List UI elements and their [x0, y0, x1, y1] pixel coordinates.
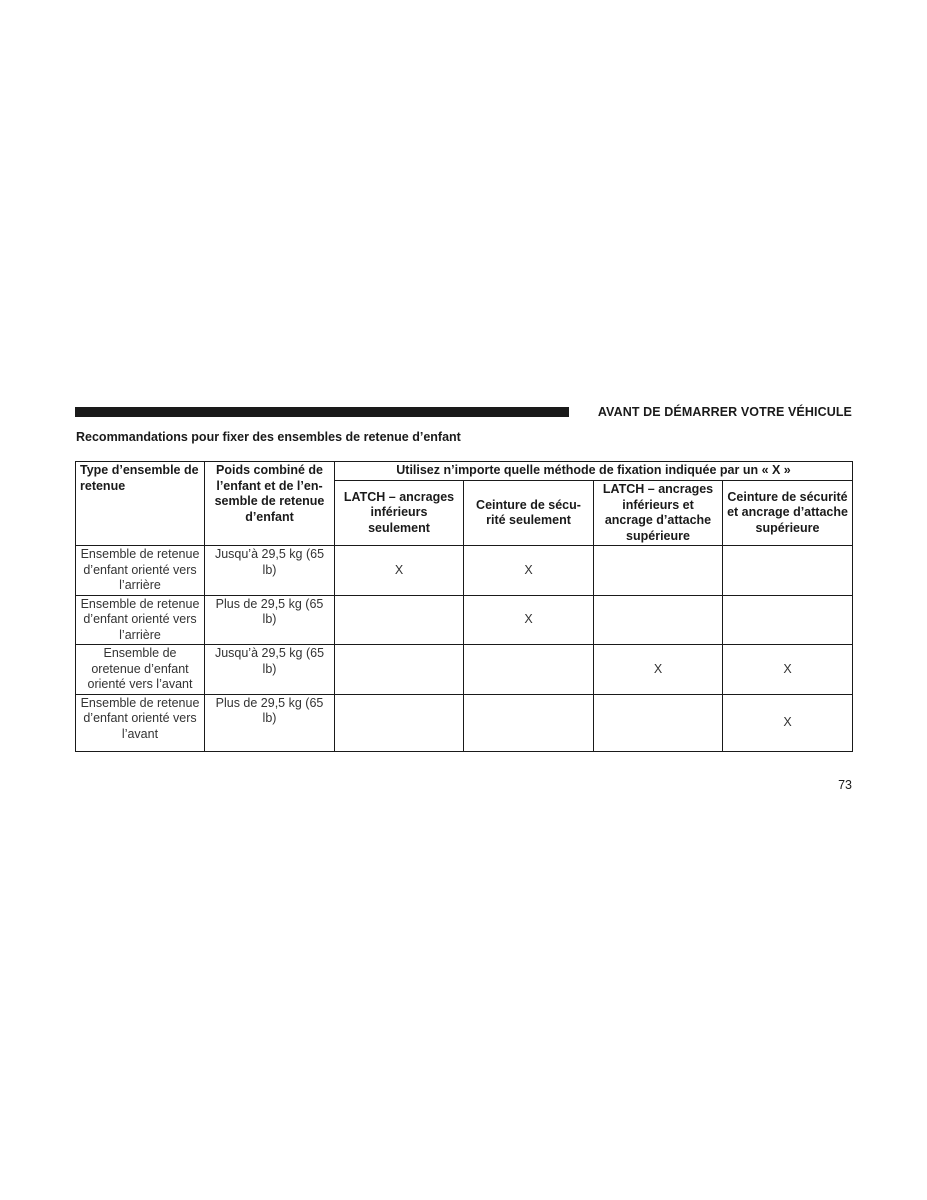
method-mark-cell — [464, 645, 594, 695]
restraint-type-cell: Ensemble de retenue d’enfant orienté vers l’arrière — [76, 546, 205, 596]
method-mark-cell — [723, 595, 853, 645]
method-mark-cell: X — [464, 546, 594, 596]
restraint-type-cell: Ensemble de oretenue d’enfant orienté vers l’avant — [76, 645, 205, 695]
method-mark-cell: X — [594, 645, 723, 695]
col-header-weight: Poids combiné de l’enfant et de l’en- semble de retenue d’enfant — [205, 462, 335, 546]
method-mark-cell: X — [464, 595, 594, 645]
header-rule — [75, 407, 569, 417]
table-header-row — [76, 462, 853, 481]
col-header-method-latch-tether: LATCH – ancrages inférieurs et ancrage d’attache supérieure — [594, 481, 723, 546]
method-mark-cell — [594, 546, 723, 596]
method-mark-cell: X — [723, 694, 853, 751]
restraint-type-cell: Ensemble de retenue d’enfant orienté vers l’avant — [76, 694, 205, 751]
col-header-method-belt-tether: Ceinture de sécurité et ancrage d’attache supérieure — [723, 481, 853, 546]
method-mark-cell: X — [335, 546, 464, 596]
col-header-method-latch: LATCH – ancrages inférieurs seulement — [335, 481, 464, 546]
weight-cell: Jusqu’à 29,5 kg (65 lb) — [205, 546, 335, 596]
method-mark-cell: X — [723, 645, 853, 695]
method-mark-cell — [594, 595, 723, 645]
weight-cell: Plus de 29,5 kg (65 lb) — [205, 694, 335, 751]
col-header-method-belt: Ceinture de sécu- rité seulement — [464, 481, 594, 546]
table-caption: Recommandations pour fixer des ensembles de retenue d’enfant — [76, 430, 461, 444]
page-number: 73 — [838, 778, 852, 792]
method-mark-cell — [723, 546, 853, 596]
method-mark-cell — [335, 694, 464, 751]
col-header-methods: Utilisez n’importe quelle méthode de fixation indiquée par un « X » — [335, 462, 853, 481]
method-mark-cell — [335, 645, 464, 695]
method-mark-cell — [594, 694, 723, 751]
section-title: AVANT DE DÉMARRER VOTRE VÉHICULE — [597, 405, 852, 419]
child-restraint-table — [75, 461, 853, 752]
method-mark-cell — [335, 595, 464, 645]
table-row — [76, 694, 853, 751]
table-row — [76, 645, 853, 695]
weight-cell: Jusqu’à 29,5 kg (65 lb) — [205, 645, 335, 695]
col-header-type: Type d’ensemble de retenue — [76, 462, 205, 546]
method-mark-cell — [464, 694, 594, 751]
restraint-type-cell: Ensemble de retenue d’enfant orienté vers l’arrière — [76, 595, 205, 645]
table-row — [76, 546, 853, 596]
weight-cell: Plus de 29,5 kg (65 lb) — [205, 595, 335, 645]
table-row — [76, 595, 853, 645]
